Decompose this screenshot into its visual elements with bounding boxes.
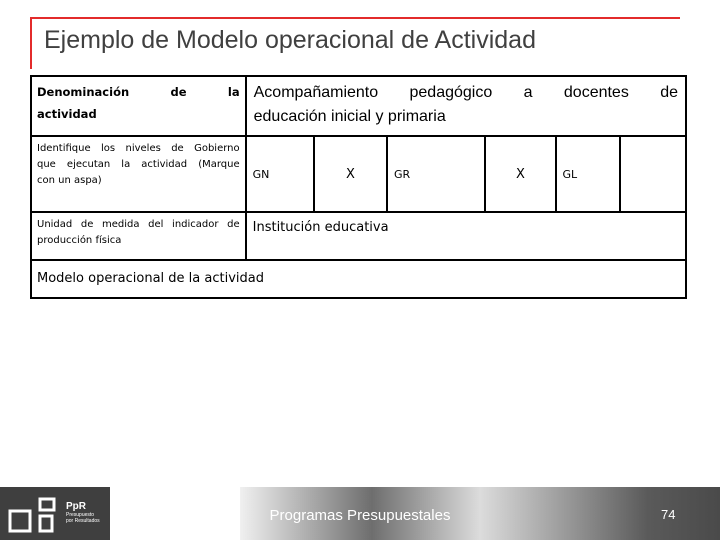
level-gl-mark[interactable]	[620, 136, 686, 212]
ppr-logo-sub-2: por Resultados	[66, 518, 100, 524]
activity-name-label-line1: Denominación de la	[37, 85, 240, 99]
government-levels-label-line3: con un aspa)	[37, 175, 102, 186]
unit-of-measure-label-cell	[31, 212, 246, 260]
level-gn-code: GN	[246, 136, 314, 212]
table-row	[31, 212, 686, 260]
government-levels-label-line2: que ejecutan la actividad (Marque	[37, 159, 240, 170]
level-gn-mark[interactable]: X	[314, 136, 387, 212]
activity-name-value-line1: Acompañamiento pedagógico a docentes de	[253, 84, 678, 101]
ppr-logo-main: PpR	[66, 501, 86, 512]
ppr-logo-icon	[8, 497, 62, 533]
activity-name-label-cell	[31, 76, 246, 136]
ppr-logo-sub-1: Presupuesto	[66, 512, 95, 518]
unit-of-measure-label-line1: Unidad de medida del indicador de	[37, 219, 240, 230]
activity-name-label-line2: actividad	[37, 107, 97, 121]
footer-center-band	[240, 487, 480, 540]
ppr-logo-text	[66, 501, 100, 524]
government-levels-label-cell	[31, 136, 246, 212]
level-gr-mark[interactable]: X	[485, 136, 555, 212]
page-number: 74	[661, 507, 676, 522]
unit-of-measure-value: Institución educativa	[246, 212, 686, 260]
activity-name-value-cell	[246, 76, 686, 136]
unit-of-measure-label-line2: producción física	[37, 235, 122, 246]
page-title: Ejemplo de Modelo operacional de Actividad	[44, 26, 536, 54]
footer-program-label: Programas Presupuestales	[269, 507, 451, 524]
table-row	[31, 260, 686, 298]
table-row	[31, 136, 686, 212]
activity-name-value-line2: educación inicial y primaria	[253, 108, 446, 125]
level-gr-code: GR	[387, 136, 485, 212]
level-gl-code: GL	[556, 136, 620, 212]
table-row	[31, 76, 686, 136]
operational-model-heading: Modelo operacional de la actividad	[31, 260, 686, 298]
activity-model-table	[30, 75, 687, 299]
ppr-logo	[0, 487, 110, 540]
government-levels-label-line1: Identifique los niveles de Gobierno	[37, 143, 240, 154]
footer-right-band	[480, 487, 720, 540]
